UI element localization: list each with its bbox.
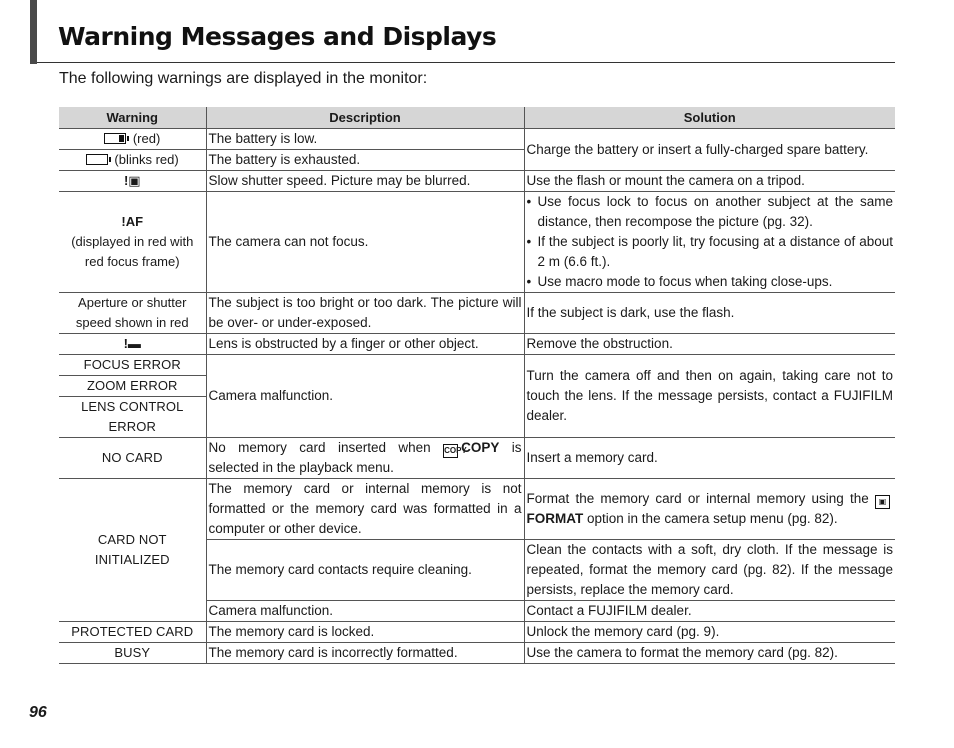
table-row (59, 334, 895, 355)
solution-cell (524, 192, 895, 293)
column-header-warning: Warning (59, 107, 206, 129)
solution-cell: Contact a FUJIFILM dealer. (524, 601, 895, 622)
copy-menu-icon: COPY (443, 444, 458, 458)
camera-shake-warning-icon: !▣ (123, 173, 141, 188)
solution-cell: Insert a memory card. (524, 438, 895, 479)
header-side-bar (30, 0, 37, 64)
warning-cell: Aperture or shutter speed shown in red (59, 293, 206, 334)
description-cell: Slow shutter speed. Picture may be blurred. (206, 171, 524, 192)
warning-cell (59, 334, 206, 355)
page-subtitle: The following warnings are displayed in the monitor: (59, 70, 428, 87)
description-cell: The battery is low. (206, 129, 524, 150)
description-cell: Camera malfunction. (206, 355, 524, 438)
solution-bullet: • Use macro mode to focus when taking close-ups. (527, 272, 894, 292)
table-header-row (59, 107, 895, 129)
battery-low-icon (104, 133, 126, 144)
warning-note: (displayed in red with red focus frame) (71, 234, 194, 269)
column-header-solution: Solution (524, 107, 895, 129)
solution-cell: If the subject is dark, use the flash. (524, 293, 895, 334)
description-cell: The memory card is incorrectly formatted. (206, 643, 524, 664)
warning-cell: CARD NOT INITIALIZED (59, 479, 206, 622)
solution-cell: Use the flash or mount the camera on a tripod. (524, 171, 895, 192)
lens-obstructed-icon: !▬ (123, 336, 141, 351)
description-cell: The camera can not focus. (206, 192, 524, 293)
table-row (59, 171, 895, 192)
warning-cell: FOCUS ERROR (59, 355, 206, 376)
warning-cell: LENS CONTROL ERROR (59, 397, 206, 438)
solution-cell: Charge the battery or insert a fully-charged spare battery. (524, 129, 895, 171)
warning-cell: (blinks red) (59, 150, 206, 171)
solution-cell: Remove the obstruction. (524, 334, 895, 355)
description-cell: Lens is obstructed by a finger or other object. (206, 334, 524, 355)
solution-cell: Format the memory card or internal memory using the ▣FORMAT option in the camera setup menu (pg. 82). (524, 479, 895, 540)
table-row (59, 355, 895, 376)
solution-bullet: • If the subject is poorly lit, try focusing at a distance of about 2 m (6.6 ft.). (527, 232, 894, 272)
warnings-table (59, 107, 895, 664)
format-menu-icon: ▣ (875, 495, 890, 509)
solution-cell: Unlock the memory card (pg. 9). (524, 622, 895, 643)
focus-warning-icon: !AF (121, 214, 144, 229)
warning-cell: ZOOM ERROR (59, 376, 206, 397)
solution-cell: Clean the contacts with a soft, dry cloth. If the message is repeated, format the memory card (pg. 82). If the message persists, replace the memory card. (524, 540, 895, 601)
table-row (59, 479, 895, 540)
solution-cell: Use the camera to format the memory card (pg. 82). (524, 643, 895, 664)
description-cell: No memory card inserted when COPYCOPY is selected in the playback menu. (206, 438, 524, 479)
table-row (59, 643, 895, 664)
description-cell: The memory card is locked. (206, 622, 524, 643)
table-row (59, 438, 895, 479)
table-row (59, 293, 895, 334)
warning-cell: NO CARD (59, 438, 206, 479)
warning-cell: (red) (59, 129, 206, 150)
column-header-description: Description (206, 107, 524, 129)
warning-cell: BUSY (59, 643, 206, 664)
solution-bullet: • Use focus lock to focus on another subject at the same distance, then recompose the picture (pg. 32). (527, 192, 894, 232)
table-row (59, 192, 895, 293)
description-cell: The memory card or internal memory is not formatted or the memory card was formatted in a computer or other device. (206, 479, 524, 540)
description-cell: Camera malfunction. (206, 601, 524, 622)
page-title: Warning Messages and Displays (58, 22, 497, 51)
warning-cell: PROTECTED CARD (59, 622, 206, 643)
title-rule (37, 62, 895, 63)
page-number: 96 (29, 704, 47, 721)
warning-cell (59, 171, 206, 192)
description-cell: The memory card contacts require cleaning. (206, 540, 524, 601)
table-row (59, 129, 895, 150)
solution-cell: Turn the camera off and then on again, taking care not to touch the lens. If the message persists, contact a FUJIFILM dealer. (524, 355, 895, 438)
description-cell: The subject is too bright or too dark. The picture will be over- or under-exposed. (206, 293, 524, 334)
battery-empty-icon (86, 154, 108, 165)
table-row (59, 622, 895, 643)
warning-cell (59, 192, 206, 293)
description-cell: The battery is exhausted. (206, 150, 524, 171)
